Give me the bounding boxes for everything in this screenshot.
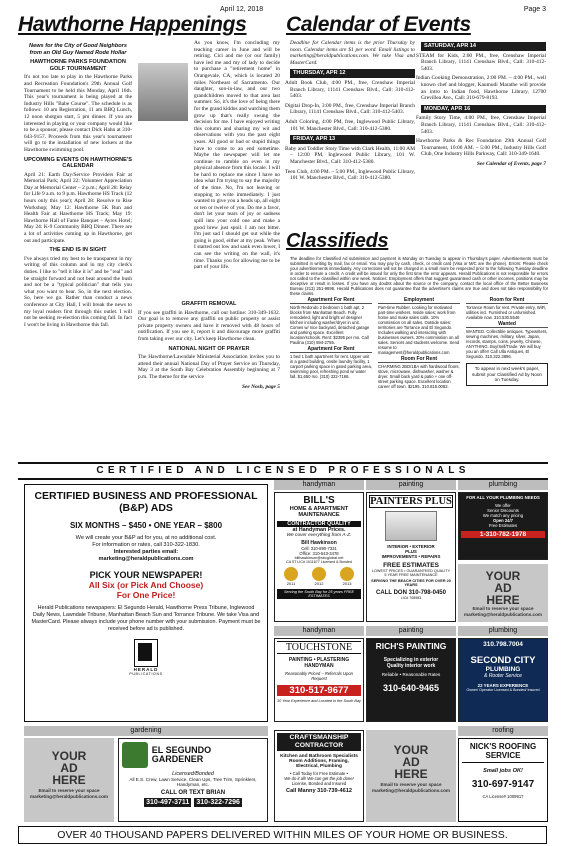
herald-logo-sub: PUBLICATIONS: [129, 672, 163, 676]
ad-plumbing-needs: [458, 492, 548, 560]
pros-banner: CERTIFIED AND LICENSED PROFESSIONALS: [18, 462, 548, 480]
bottom-banner: OVER 40 THOUSAND PAPERS DELIVERED WITHIN MILES OF YOUR HOME OR BUSINESS.: [18, 826, 547, 844]
ad-bills: [274, 492, 364, 622]
classified-heading: Wanted: [466, 322, 548, 328]
painters-line-6: SERVING THE BEACH CITIES FOR OVER 20 YEARS: [371, 579, 451, 587]
hawthorne-col-2a: [194, 40, 280, 273]
retire-text: As you know, I'm concluding my teaching career in June and will be retiring. Cici and me (or our family) have led me and my of lady to decide to purchase a "retirement home" in Orangevale, CA, which is located 20 miles Northeast of Sacramento. Our daughter, son-in-law, and our two grandchildren moved to that area last summer. So, it's the love of being there for the grand kiddos and watching them grow up that's really swung the decision for me. I have enjoyed writing this column and sharing my wit and observations with you the past eight years. All good or bad or stupid things have to come to an end sometime. Maybe the newspaper will let me continue to ramble on even in my physical absence from this locale. I will be hard to replace me since I have no idea what I'm trying to say the majority of the time. No, I'm not leaving or stopping to write immediately. I just wanted to give you a heads up, all eight or ten or twelve of you. Do me a favor, don't let your tears of joy or sadness spill into your cold one and make a good brew just spoil. I am not bitter. I'm just sad I should get out while the going is good, either at my peak. When I started out low and sank even lower, I can see the writing on the wall, it's time. Thanks you for allowing me to be part of your life.: [194, 40, 280, 270]
bills-tag-3: We cover everything from A-Z.: [286, 532, 352, 538]
richs-line-1: Specializing in exterior: [383, 657, 439, 663]
promo-line-3: Interested parties email:: [113, 549, 179, 555]
leaf-icon: [122, 742, 148, 768]
columnist-photo: [138, 63, 188, 121]
end-text: I've always tried my best to be transparent in my writing of this column and in my city clerk's duties. I like to "tell it like it is" and be "real" and be straight forward and not beat around the bush and not be a "typical politician" that tells you what you want to hear. So, in the next election. So, here we go. Rather than conduct a news conference at City Hall, I will break the news to my loyal readers first through this outlet. I will not be seeking re-election this coming fall. In fact I won't be living in Hawthorne this fall.: [24, 255, 132, 328]
event: Baby and Toddler Story Time with Clark Health, 11:00 AM – 12:00 PM, Inglewood Public Library, 101 W. Manchester Blvd., Call: 310-412-5380.: [285, 145, 415, 165]
plumbing-line-1: We offer: [495, 503, 511, 508]
ad-el-segundo-gardener: [118, 738, 268, 822]
cat-painting: painting: [366, 480, 456, 490]
promo-pick-2: All Six (or Pick And Choose): [88, 580, 204, 590]
touchstone-line-3: Reasonably Priced – Referrals Upon Request: [285, 671, 353, 681]
bills-tag-2: at Handyman Prices.: [292, 526, 346, 533]
plumbing-phone: 1-310-782-1978: [461, 531, 545, 538]
classifieds-title: Classifieds: [286, 230, 389, 252]
classified-col-3: [466, 298, 548, 386]
event: Family Story Time, 4:00 PM., free, Crenshaw Imperial Branch Library, 11141 Crenshaw Blvd., Call: 310-412-5403.: [416, 115, 546, 135]
promo-body: Herald Publications newspapers: El Segundo Herald, Hawthorne Press Tribune, Inglewood Daily News, Lawndale Tribune, Manhattan Beach Sun and Torrance Tribune. We take Visa and MasterCard. Please always include your phone number with your submission. Payment must be received before ad is published.: [31, 605, 261, 632]
classified-heading: Apartment For Rent: [290, 298, 372, 304]
gardener-name: EL SEGUNDO GARDENER: [151, 745, 212, 764]
gardener-phone: 310-497-3711: [146, 799, 190, 806]
promo-email: marketing@heraldpublications.com: [98, 556, 194, 562]
award: 2012: [312, 567, 326, 586]
second-line-4: Owner/ Operator Licensed & Bonded/ Insured: [466, 688, 540, 692]
classified-deadline-note: To appear in next week's paper, submit your Classified Ad by Noon on Tuesday.: [466, 363, 548, 386]
promo-box: [24, 484, 268, 722]
gardener-line-1: Licensed/Bonded: [172, 771, 214, 777]
day-thu: THURSDAY, APR 12: [290, 69, 415, 78]
section-golf: HAWTHORNE PARKS FOUNDATION GOLF TOURNAMENT: [30, 59, 126, 72]
calendar-col-1: [285, 40, 415, 185]
cat-roofing: roofing: [458, 726, 548, 736]
ad-touchstone: [274, 638, 364, 722]
plumbing-head: FOR ALL YOUR PLUMBING NEEDS: [466, 495, 540, 500]
second-line-1: PLUMBING: [485, 666, 521, 673]
craftsmanship-line-5: We do it all! We can get the job done!: [284, 776, 354, 781]
golf-text: It's not too late to play in the Hawthorne Parks and Recreation Foundation's 29th Annual Golf Tournament to be held this Monday, April 16th. This year's tournament is being played at the Industry Hills "Babe Course". The schedule is as follows: 10 am Registration, 11 am BBQ Lunch, 12 noon shotgun start, 5 pm dinner. If you are interested in playing or your company would like to be a sponsor, please contact Dick Hahn at 310-643-9157. Proceeds from this year's tournament will go to the installation of new lockers at the Hawthorne swimming pool.: [24, 74, 132, 153]
promo-title: CERTIFIED BUSINESS AND PROFESSIONAL (B&P) ADS: [34, 490, 258, 514]
calendar-continued: See Calendar of Events, page 7: [476, 160, 546, 167]
byline: News for the City of Good Neighbors from an Old Guy Named Rode Hollar: [29, 43, 127, 56]
hawthorne-continued: See Nosh, page 5: [241, 383, 280, 390]
craftsmanship-line-4: • Call Today for Free Estimate •: [289, 771, 348, 776]
bills-office: Office: 310-543-3478: [299, 550, 339, 556]
nicks-license: CA License# 1009917: [482, 794, 524, 799]
painters-line-3: IMPROVEMENTS • REPAIRS: [381, 554, 441, 559]
section-graffiti: GRAFFITI REMOVAL: [181, 301, 237, 307]
promo-pick-1: PICK YOUR NEWSPAPER!: [89, 570, 203, 580]
classified-heading: Room for Rent: [466, 298, 548, 304]
craftsmanship-phone: Call Manny 310-739-4612: [286, 788, 352, 794]
herald-logo-icon: [134, 639, 158, 667]
plumbing-line-2: Senior Discounts: [487, 508, 519, 513]
painters-phone: CALL DON 310-798-0450: [376, 590, 446, 596]
calendar-intro: Deadline for Calendar items is the prior Thursday by noon. Calendar items are $1 per word. Email listings to marketing@heraldpublications.com. We take Visa and MasterCard.: [290, 40, 415, 66]
painters-line-2: PLUS: [405, 549, 417, 554]
promo-price: SIX MONTHS – $450 • ONE YEAR – $800: [69, 521, 223, 530]
bills-footer: Serving the South Bay for 25 years FREE ESTIMATES: [277, 589, 361, 599]
ad-placeholder: YOUR AD HERE Email to reserve your space marketing@heraldpublications.com: [24, 738, 114, 822]
plumbing-line-4: Open 24/7: [492, 518, 513, 523]
nicks-phone: 310-697-9147: [471, 779, 535, 790]
craftsmanship-line-6: License, Bonded and Insured: [291, 781, 347, 786]
cat-painting-2: painting: [366, 626, 456, 636]
prayer-text: The Hawthorne/Lawndale Ministerial Association invites you to attend their annual National Day of Prayer Service on Thursday, May 3 at the South Bay Celebration Assembly beginning at 7 p.m. The theme for the service: [138, 354, 280, 380]
classified-col-1: [290, 298, 372, 379]
ad-nicks-roofing: [458, 738, 548, 822]
gardener-phone-2: 310-322-7296: [196, 799, 240, 806]
classified-heading: Apartment For Rent: [290, 347, 372, 353]
bills-license: CA ST LIC# 1011677 Licensed & Bonded: [286, 559, 352, 564]
second-line-3: 22 YEARS EXPERIENCE: [477, 683, 529, 688]
plumbing-line-5: Free Estimates: [488, 523, 518, 528]
craftsmanship-name: CRAFTSMANSHIP CONTRACTOR: [277, 733, 361, 751]
classified-heading: Employment: [378, 298, 460, 304]
plumbing-line-3: We match any pricing: [482, 513, 524, 518]
bills-cell: Cell: 310-890-7331: [301, 545, 337, 551]
page-number: Page 3: [523, 6, 546, 13]
craftsmanship-line-3: Electrical, Plumbing: [296, 764, 342, 769]
calendar-title: Calendar of Events: [286, 13, 471, 36]
ad-richs-painting: [366, 638, 456, 722]
richs-line-2: Quality interior work: [386, 663, 436, 669]
award: 2011: [284, 567, 298, 586]
classified-text: WANTED. Collectible antiques. Typewriters, sewing machines, military, silver, Japan, records, stamps, coins, jewelry, Chinese, ANYTHING. Buy/Sell/Trade. We will buy you an offer! Call Ulla Antiques, El Segundo. 310.322.3896.: [466, 329, 548, 359]
ad-craftsmanship-contractor: [274, 730, 364, 822]
event: Adult Book Club, 4:00 PM., free, Crenshaw Imperial Branch Library, 11141 Crenshaw Blvd., Call: 310-412-5403.: [285, 79, 415, 100]
classified-text: North Redondo 2 bedroom 1 bath apt, 2 blocks from Manhattan Beach. Fully remodeled, light and bright w/ designer kitchen including washer/dryer in unit. Comes w/ nice backyard, detached garage and parking space. Excellent location/schools. Rent: $2395 per mo. Call Paulina (310) 594-2755.: [290, 305, 370, 345]
event: Adult Coloring, 4:00 PM, free, Inglewood Public Library, 101 W. Manchester Blvd., Call: 310-412-5380.: [285, 118, 415, 132]
touchstone-footer: 30 Year Experience and Located in the South Bay: [277, 699, 361, 703]
event: Digital Drop-In, 3:00 PM., free, Crenshaw Imperial Branch Library, 11141 Crenshaw Blvd., Call: 310-412-5403.: [285, 102, 415, 116]
ad-second-city-plumbing: [458, 638, 548, 722]
craftsmanship-line-1: Kitchen and Bathroom Specialists: [280, 754, 358, 759]
touchstone-name: TOUCHSTONE: [277, 641, 361, 654]
day-fri: FRIDAY, APR 13: [290, 135, 415, 144]
section-prayer: NATIONAL NIGHT OF PRAYER: [168, 345, 250, 352]
promo-pick-3: For One Price!: [116, 590, 176, 600]
bills-awards: [277, 567, 361, 586]
painters-line-4: LOWEST PRICES • GUARANTEED QUALITY: [371, 569, 451, 573]
classifieds-intro: The deadline for Classified Ad submission and payment is Monday on Tuesday to appear in Thursday's paper. Advertisements must be submitted in writing by mail, fax or email. You may pay by cash, check, or credit card (Visa or M/C are the phone). Errors: Please check your advertisements immediately. Any corrections will not be charged in a small more be respected prior to the following Tuesday deadline in order to ensure a credit. A credit will be issued for only the first time the error appears. Herald Publications is not responsible for errors not called to the classified within one week. Notices: Employment offers that suggest guaranteed cash or other incomes, positions may be deceptive or result in losses. If you have any doubts about the source or the company, contact the local office of the Better Business Bureau (213) 251-9696. Herald Publications does not guarantee that the advertiser's claims are true and does not take responsibility for these claims.: [290, 256, 548, 296]
award-medal-icon: [284, 567, 298, 581]
day-mon: MONDAY, APR 16: [421, 105, 546, 114]
richs-line-3: Reliable • Reasonable Rates: [381, 672, 441, 677]
classified-text: 1 bed 1 bath apartment for rent. Upper unit in a gated building, onsite laundry facility, 1 carport parking space in gated parking area, swimming pool, refreshing pond w/ water fall. $1,650 mo. (310) 322-7166.: [290, 354, 372, 379]
touchstone-line-2: HANDYMAN: [304, 663, 334, 669]
event: Hawthorne Parks & Rec Foundation 29th Annual Golf Tournament, 10:00 AM. – 5:00 PM., Industry Hills Golf Club, One Industry Hills Parkway, Call: 310-349-1640.: [416, 138, 546, 158]
ad-placeholder: YOUR AD HERE Email to reserve your space marketing@heraldpublications.com: [458, 564, 548, 622]
event: STEAM for Kids, 2:00 PM., free, Crenshaw Imperial Branch Library, 11141 Crenshaw Blvd., Call: 310-412-5403.: [416, 52, 546, 72]
award-medal-icon: [340, 567, 354, 581]
painters-line-1: INTERIOR • EXTERIOR: [387, 544, 435, 549]
section-events: UPCOMING EVENTS ON HAWTHORNE'S CALENDAR: [24, 156, 132, 170]
ad-painters-plus: [366, 492, 456, 622]
promo-line-2: For information or rates, call 310-322-1830.: [92, 542, 200, 548]
ad-placeholder: YOUR AD HERE Email to reserve your space marketing@heraldpublications.com: [366, 730, 456, 822]
nicks-name: NICK'S ROOFING SERVICE: [462, 742, 544, 763]
day-sat: SATURDAY, APR 14: [421, 42, 546, 51]
bills-email: billhawkinson@sbcglobal.net: [294, 555, 344, 560]
touchstone-phone: 310-517-9677: [277, 685, 361, 696]
classified-text: Torrance Room for rent. Private entry, WiFi, utilities incl. Furnished or unfurnished. Available now. 310.530.5546: [466, 305, 547, 320]
bills-tag-1: CONTRACTOR QUALITY: [277, 521, 361, 527]
second-phone: 310.798.7004: [483, 641, 523, 648]
painters-estimates: FREE ESTIMATES: [383, 562, 439, 569]
issue-date: April 12, 2018: [220, 6, 264, 13]
painters-license: LIC# 708983: [400, 596, 422, 600]
bills-owner: Bill Hawkinson: [301, 539, 337, 546]
painters-line-5: 5 YEAR FREE MAINTENANCE: [384, 573, 438, 577]
classified-text: Part-time Rubber. Looking for motivated part-time workers. Inside sales; work from home and make sales calls. 10% commission on all sales. Outside sales: territories are Torrance and El Segundo. Includes walking and interacting with businesses owners. 20% commission on all sales. Seniors and students welcome. Send resume to management@heraldpublications.com: [378, 305, 460, 355]
herald-logo-text: HERALD: [133, 667, 159, 672]
craftsmanship-line-2: Room Additions, Framing,: [289, 759, 349, 764]
promo-line-1: We will create your B&P ad for you, at no additional cost.: [75, 535, 217, 541]
cat-handyman-2: handyman: [274, 626, 364, 636]
graffiti-text: If you see graffiti in Hawthorne, call our hotline: 310-349-1632. Our goal is to remove any graffiti on public property or assist private property owners and have it removed with 48 hours of notification. If you see it, report it and discourage more graffiti from taking over our city. Let's keep Hawthorne clean.: [138, 309, 280, 342]
house-icon: [385, 511, 437, 541]
award-medal-icon: [312, 567, 326, 581]
cat-gardening: gardening: [24, 726, 268, 736]
cat-handyman: handyman: [274, 480, 364, 490]
richs-phone: 310-640-9465: [382, 683, 440, 693]
hawthorne-col-1: [24, 40, 132, 331]
hawthorne-title: Hawthorne Happenings: [18, 13, 247, 36]
cat-plumbing-2: plumbing: [458, 626, 548, 636]
classified-heading: Room For Rent: [378, 357, 460, 363]
bills-sub: HOME & APARTMENT MAINTENANCE: [289, 506, 349, 519]
gardener-line-2: All E.S. Crew, Lawn Service, Clean Ups, Tree Trim, Sprinklers, Handyman, etc.: [129, 777, 257, 787]
bills-name: BILL'S: [303, 495, 335, 506]
painters-name: PAINTERS PLUS: [370, 496, 452, 507]
section-end: THE END IS IN SIGHT: [49, 247, 107, 254]
calendar-col-2: [416, 40, 546, 171]
nicks-line-1: Small jobs OK!: [483, 768, 523, 774]
event: Indian Cooking Demonstration, 2:00 PM. – 4:00 PM., well known chef and blogger, Kaumudi Marathe will provide an intro to Indian food, Hawthorne Library, 12700 Grevillea Ave., Call: 310-679-8193.: [416, 75, 546, 102]
events-text: April 21: Earth Day/Service Providers Fair at Memorial Park; April 22: Volunteer Appreciation Day at Memorial Center – 2 p.m.; April 28: Relay for Life 9 a.m. to 9 p.m. Hawthorne HS Track (12 hours only this year); April 28: Resolve to Rise Workshop; May 12: Hawthorne 5K Run and Health Fair at Hawthorne HS Track; May 19: Hawthorne Hall of Fame Banquet – Ayres Hotel; May 24: K-9 Community BBQ Dinner. There are a lot of activities coming up in Hawthorne, get out and participate.: [24, 171, 132, 244]
gardener-line-3: CALL OR TEXT BRIAN: [160, 790, 226, 796]
classified-col-2: [378, 298, 460, 389]
richs-name: RICH'S PAINTING: [375, 641, 447, 651]
touchstone-line-1: PAINTING • PLASTERING: [288, 657, 350, 663]
second-name: SECOND CITY: [470, 655, 536, 666]
second-line-2: & Rooter Service: [484, 673, 522, 679]
classified-text: CHARMING 2BD/1BA with hardwood floors, stove, microwave, dishwasher, washer & dryer. Small back yard & patio + one off-street parking space. Excellent location career off town. $2195. 310.815.0082.: [378, 364, 460, 389]
cat-plumbing: plumbing: [458, 480, 548, 490]
award: 2013: [340, 567, 354, 586]
event: Teen Club, 4:00 PM. – 5:00 PM., Inglewood Public Library, 101 W. Manchester Blvd., Call: 310-412-5380.: [285, 168, 415, 182]
hawthorne-col-2c: [138, 298, 280, 393]
